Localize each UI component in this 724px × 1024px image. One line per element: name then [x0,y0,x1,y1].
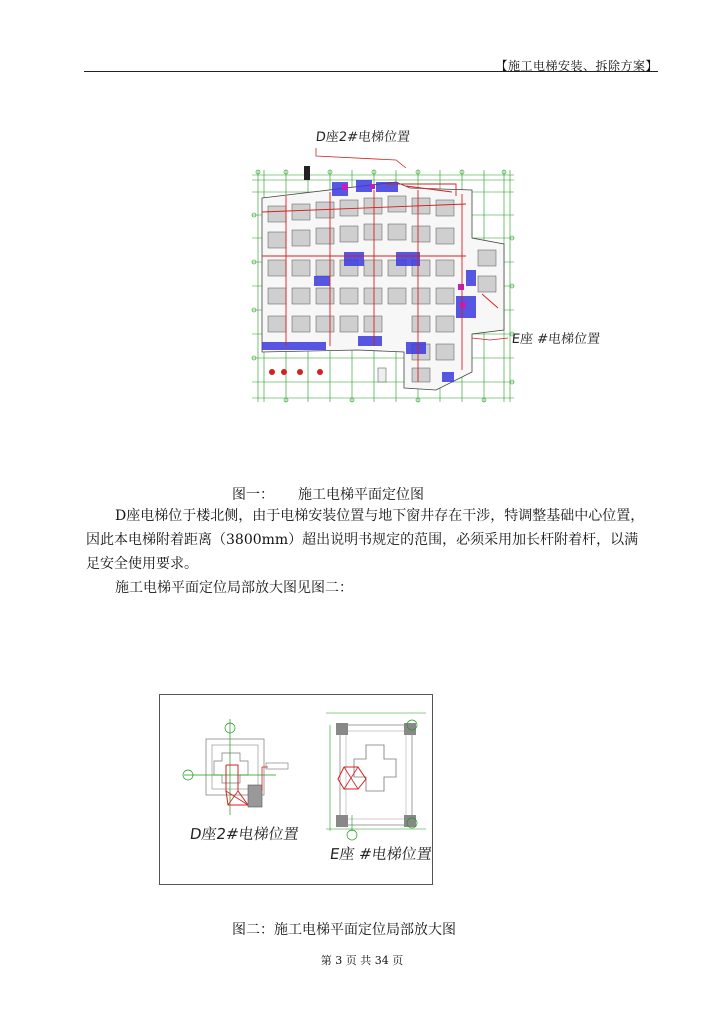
d-elevator-marker [304,166,310,180]
e-elevator-label: E座 #电梯位置 [511,332,601,347]
header-title: 【施工电梯安装、拆除方案】 [495,59,658,73]
elevator-box [378,368,386,382]
d-detail-label: D座2#电梯位置 [188,825,300,843]
figure2-caption: 图二：施工电梯平面定位局部放大图 [232,922,456,938]
d-leader-line [316,148,406,168]
body-line-4: 施工电梯平面定位局部放大图见图二： [115,580,353,596]
floor-plan-drawing [246,120,596,405]
header-rule [84,71,658,72]
figure1-caption [232,484,424,504]
d-elevator-label: D座2#电梯位置 [315,130,411,145]
figure1-caption-text: 施工电梯平面定位图 [298,487,424,503]
e-leader-line [472,338,508,340]
body-line-2: 因此本电梯附着距离（3800mm）超出说明书规定的范围，必须采用加长杆附着杆，以满 [86,532,639,548]
e-detail [326,713,426,840]
detail-markers [269,369,323,375]
e-detail-label: E座 #电梯位置 [328,845,434,863]
figure1-caption-num: 图一： [232,487,274,503]
body-line-1: D座电梯位于楼北侧，由于电梯安装位置与地下窗井存在干涉，特调整基础中心位置， [115,508,645,524]
page-number: 第 3 页 共 34 页 [320,954,404,967]
body-line-3: 足安全使用要求。 [86,556,198,572]
d-detail [183,719,288,815]
floor-plan-figure [246,120,601,405]
detail-figure [159,694,433,885]
